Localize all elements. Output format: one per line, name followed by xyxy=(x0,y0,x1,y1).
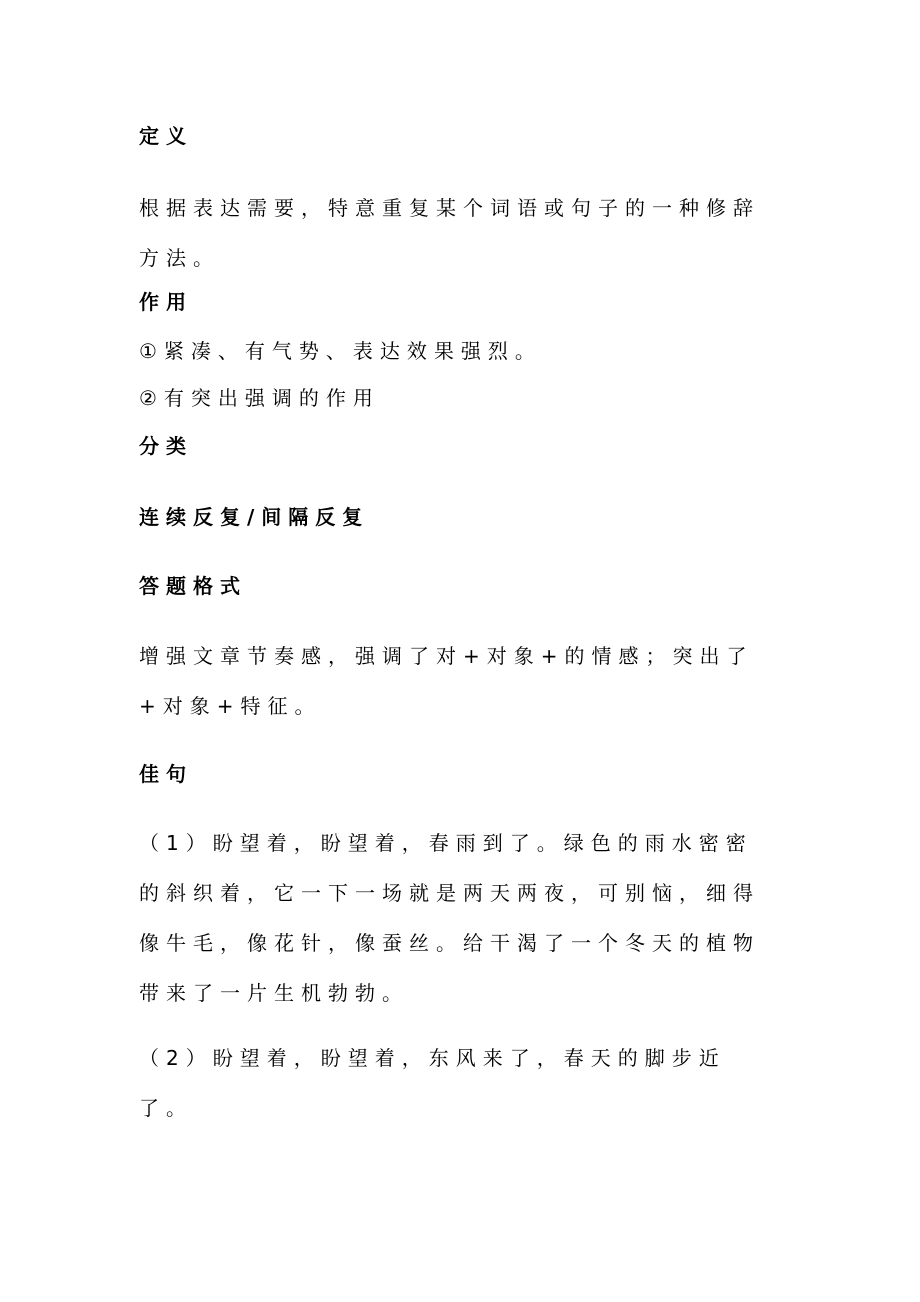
heading-definition: 定义 xyxy=(139,124,193,148)
example-sentence: （2）盼望着，盼望着，东风来了，春天的脚步近了。 xyxy=(139,1046,726,1120)
function-item: ①紧凑、有气势、表达效果强烈。 xyxy=(139,339,542,363)
function-item: ②有突出强调的作用 xyxy=(139,386,380,410)
definition-text: 根据表达需要，特意重复某个词语或句子的一种修辞方法。 xyxy=(139,196,760,270)
heading-examples: 佳句 xyxy=(139,762,193,786)
heading-function: 作用 xyxy=(139,290,193,314)
heading-category: 分类 xyxy=(139,434,193,458)
answer-format-text: 增强文章节奏感，强调了对+对象+的情感；突出了+对象+特征。 xyxy=(139,644,754,718)
heading-answer-format: 答题格式 xyxy=(139,574,247,598)
example-sentence: （1）盼望着，盼望着，春雨到了。绿色的雨水密密的斜织着，它一下一场就是两天两夜，可别恼，细得像牛毛，像花针，像蚕丝。给干渴了一个冬天的植物带来了一片生机勃勃。 xyxy=(139,831,760,1005)
category-text: 连续反复/间隔反复 xyxy=(139,505,370,529)
